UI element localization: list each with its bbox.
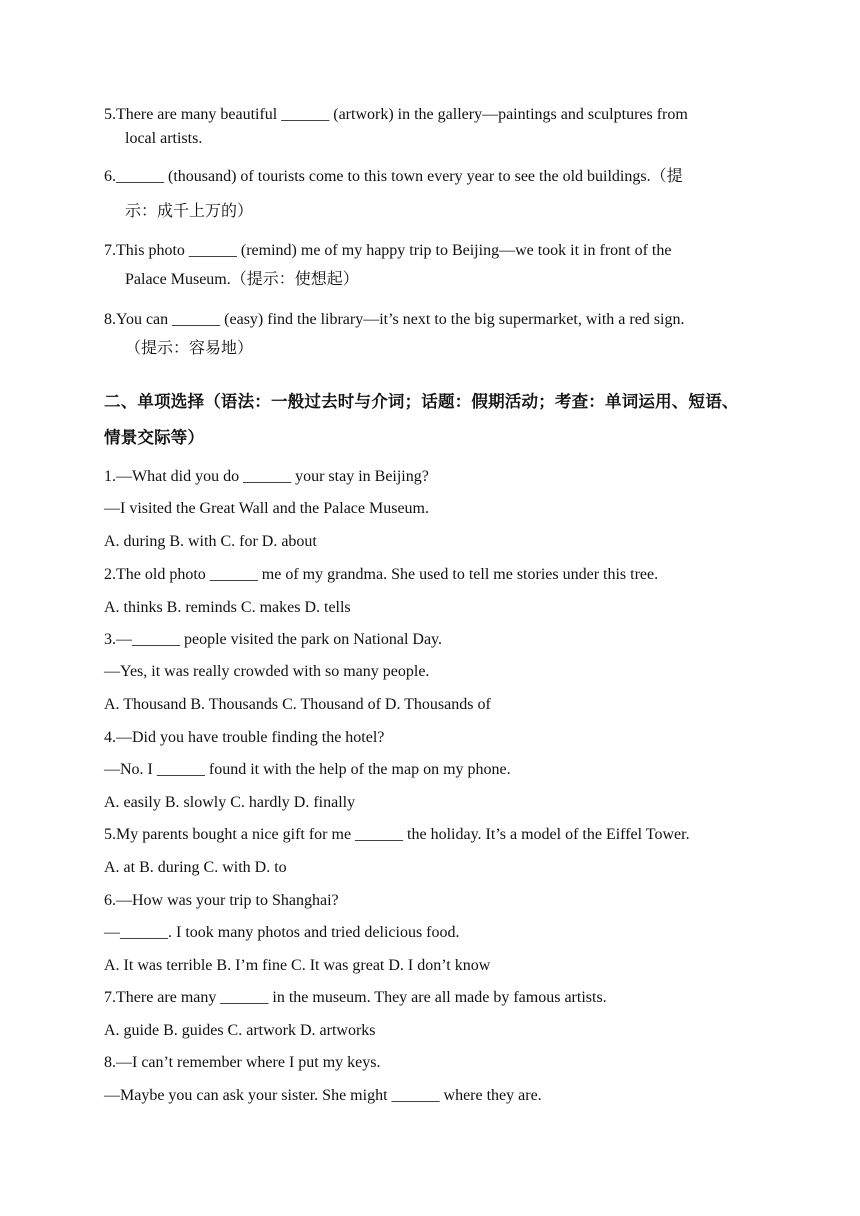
options-line: A. It was terrible B. I’m fine C. It was great D. I don’t know [104, 957, 491, 974]
fill-item-7-line-1: 7.This photo ______ (remind) me of my happy trip to Beijing—we took it in front of the [104, 242, 672, 259]
options-line: A. guide B. guides C. artwork D. artworks [104, 1022, 376, 1039]
question-line: 3.—______ people visited the park on National Day. [104, 631, 442, 648]
fill-item-6-line-2: 示：成千上万的） [125, 203, 254, 220]
fill-item-5-line-1: 5.There are many beautiful ______ (artwork) in the gallery—paintings and sculptures from [104, 106, 688, 123]
question-line: —______. I took many photos and tried delicious food. [104, 924, 460, 941]
question-line: 8.—I can’t remember where I put my keys. [104, 1054, 381, 1071]
fill-item-5-line-2: local artists. [125, 130, 203, 147]
options-line: A. thinks B. reminds C. makes D. tells [104, 599, 351, 616]
question-line: 4.—Did you have trouble finding the hotel? [104, 729, 385, 746]
options-line: A. during B. with C. for D. about [104, 533, 317, 550]
question-line: 1.—What did you do ______ your stay in Beijing? [104, 468, 429, 485]
section-heading-line-2: 情景交际等） [104, 428, 205, 447]
question-line: 5.My parents bought a nice gift for me ______ the holiday. It’s a model of the Eiffel Tower. [104, 826, 690, 843]
question-line: —Maybe you can ask your sister. She might ______ where they are. [104, 1087, 542, 1104]
question-line: —Yes, it was really crowded with so many people. [104, 663, 430, 680]
fill-item-8-line-1: 8.You can ______ (easy) find the library—it’s next to the big supermarket, with a red sign. [104, 311, 685, 328]
options-line: A. Thousand B. Thousands C. Thousand of D. Thousands of [104, 696, 491, 713]
question-line: —No. I ______ found it with the help of the map on my phone. [104, 761, 511, 778]
fill-item-8-line-2: （提示：容易地） [125, 340, 254, 357]
question-line: 2.The old photo ______ me of my grandma. She used to tell me stories under this tree. [104, 566, 659, 583]
question-line: 6.—How was your trip to Shanghai? [104, 892, 339, 909]
options-line: A. at B. during C. with D. to [104, 859, 287, 876]
section-heading-line-1: 二、单项选择（语法：一般过去时与介词；话题：假期活动；考查：单词运用、短语、 [104, 392, 739, 411]
fill-item-6-line-1: 6.______ (thousand) of tourists come to this town every year to see the old buildings.（提 [104, 168, 683, 185]
options-line: A. easily B. slowly C. hardly D. finally [104, 794, 356, 811]
question-line: 7.There are many ______ in the museum. They are all made by famous artists. [104, 989, 607, 1006]
fill-item-7-line-2: Palace Museum.（提示：使想起） [125, 271, 359, 288]
question-line: —I visited the Great Wall and the Palace Museum. [104, 500, 429, 517]
